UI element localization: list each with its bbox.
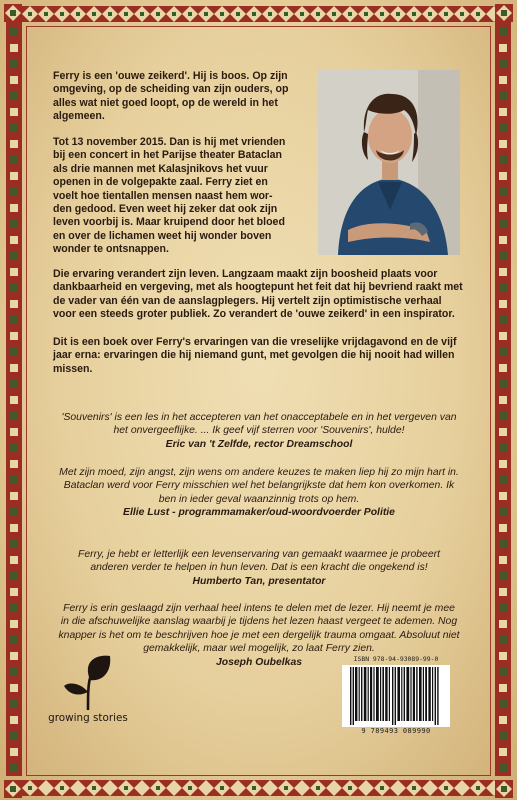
change-paragraph: Die ervaring verandert zijn leven. Langzaam maakt zijn boosheid plaats voor dankbaarheid en vergeving, met als hoogtepunt het feit dat hij bevriend raakt met de vader van één van de aanslagplegers. Hij vertelt zijn optimistische verhaal voor een steeds groter publiek. Zo verandert de 'ouwe zeikerd' in een inspirator. xyxy=(53,268,463,321)
story-line: en over de lichamen weet hij wonder boven xyxy=(53,229,272,242)
author-photo xyxy=(318,70,460,255)
quote-text: Ferry, je hebt er letterlijk een levenservaring van gemaakt waarmee je probeert anderen verder te helpen in hun leven. Dat is een kracht die ongekend is! xyxy=(78,549,440,574)
book-summary-paragraph: Dit is een boek over Ferry's ervaringen van die vreselijke vrijdagavond en de vijf jaar erna: ervaringen die hij niemand gunt, met gevolgen die hij nooit had willen missen. xyxy=(53,336,457,375)
corner-ornament-bottom-left xyxy=(4,780,22,798)
decorative-border-top xyxy=(22,6,495,22)
review-quote xyxy=(58,466,460,520)
story-line: bij een concert in het Parijse theater Bataclan xyxy=(53,149,283,162)
quote-author: Ellie Lust - programmamaker/oud-woordvoerder Politie xyxy=(123,507,395,519)
review-quote xyxy=(58,411,460,451)
sprout-icon xyxy=(52,652,124,712)
story-line: Tot 13 november 2015. Dan is hij met vrienden xyxy=(53,136,286,148)
corner-ornament-top-right xyxy=(495,4,513,22)
story-line: den gedood. Even weet hij zeker dat ook zijn xyxy=(53,203,278,216)
corner-ornament-bottom-right xyxy=(495,780,513,798)
decorative-border-left xyxy=(6,22,22,776)
story-line: openen in de volgepakte zaal. Ferry ziet en xyxy=(53,176,268,189)
story-line: als drie mannen met Kalasjnikovs het vuur xyxy=(53,162,268,175)
decorative-border-bottom xyxy=(22,780,495,796)
barcode-graphic xyxy=(342,665,450,727)
intro-paragraph: Ferry is een 'ouwe zeikerd'. Hij is boos. Op zijn omgeving, op de scheiding van zijn ouders, op alles wat niet goed loopt, op de wereld in het algemeen. xyxy=(53,70,289,123)
isbn-barcode xyxy=(340,655,452,739)
isbn-label: ISBN 978-94-93089-99-0 xyxy=(353,655,439,663)
quote-author: Humberto Tan, presentator xyxy=(192,575,326,587)
publisher-name: growing stories xyxy=(48,712,128,724)
story-line: leven voorbij is. Maar kruipend door het bloed xyxy=(53,216,285,229)
quote-author: Eric van 't Zelfde, rector Dreamschool xyxy=(165,438,353,450)
review-quote xyxy=(58,548,460,588)
barcode-number: 9 789493 089990 xyxy=(361,727,431,735)
corner-ornament-top-left xyxy=(4,4,22,22)
quote-text: Met zijn moed, zijn angst, zijn wens om andere keuzes te maken liep hij zo mijn hart in. Bataclan werd voor Ferry misschien wel het belangrijkste dat hem kon overkomen. Ik ben in ieder geval waanzinnig trots op hem. xyxy=(59,467,459,505)
story-line: wonder te ontsnappen. xyxy=(53,243,169,256)
story-paragraph xyxy=(53,136,315,257)
quote-author: Joseph Oubelkas xyxy=(215,656,303,668)
author-portrait-illustration xyxy=(318,70,460,255)
quote-text: Ferry is erin geslaagd zijn verhaal heel intens te delen met de lezer. Hij neemt je mee in die afschuwelijke aanslag waarbij je tijdens het lezen haast vergeet te ademen. Nog knapper is het om te beschrijven hoe je met een dergelijk trauma omgaat. Absoluut niet gemakkelijk, maar wel mogelijk, zo laat Ferry zien. xyxy=(58,603,460,655)
story-line: voelt hoe tientallen mensen naast hem wor- xyxy=(53,189,273,202)
publisher-logo xyxy=(48,652,128,738)
decorative-border-right xyxy=(495,22,511,776)
quote-text: 'Souvenirs' is een les in het accepteren van het onacceptabele en in het vergeven van het onvergeeflijke. ... Ik geef vijf sterren voor 'Souvenirs', hulde! xyxy=(61,412,457,437)
